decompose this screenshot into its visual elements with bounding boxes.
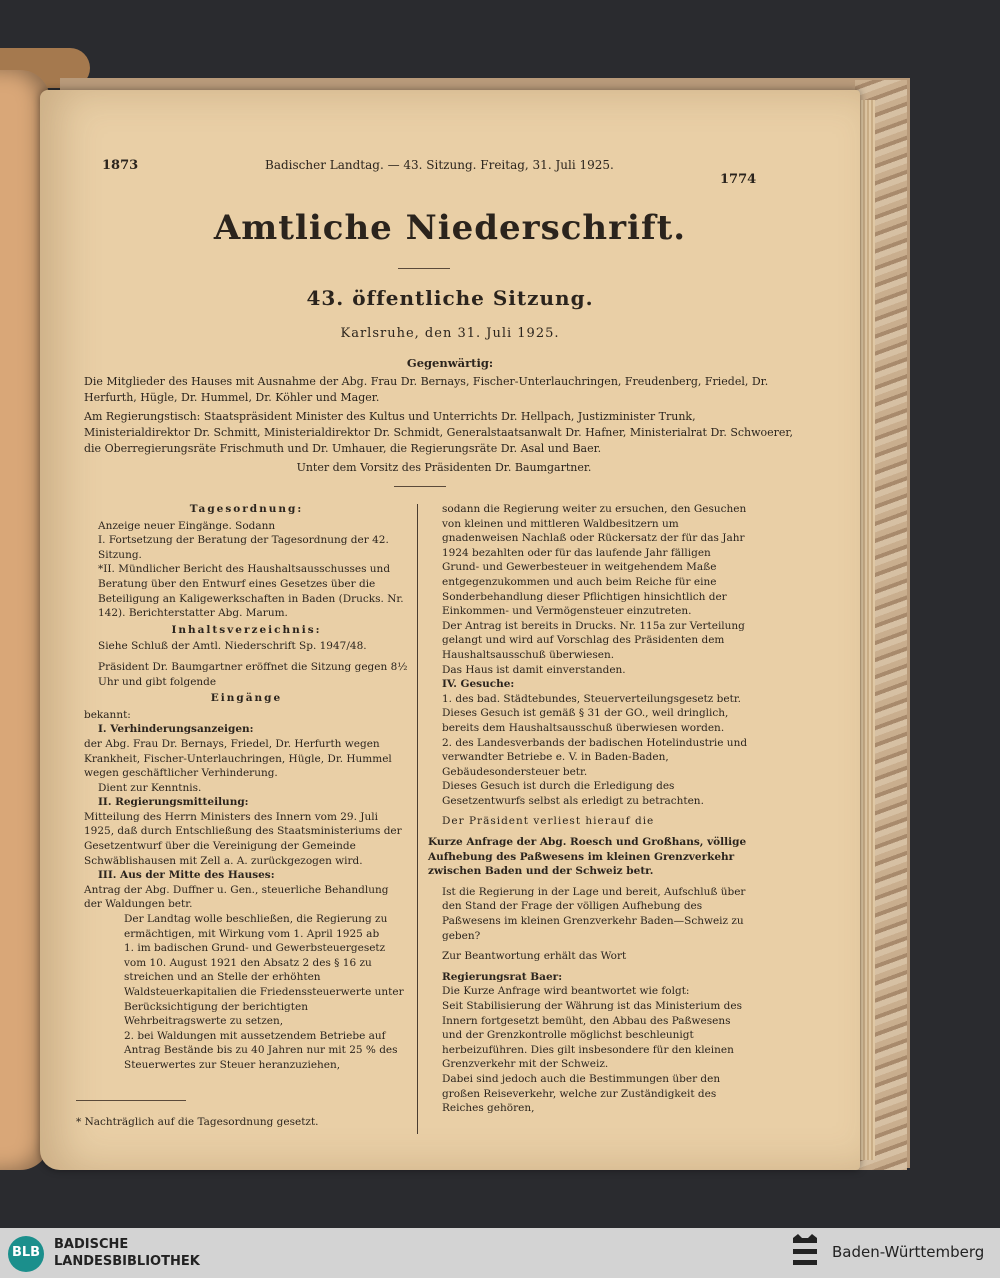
column-divider [417, 504, 418, 1134]
footnote: * Nachträglich auf die Tagesordnung gesetzt. [76, 1116, 319, 1128]
section-note: Dient zur Kenntnis. [98, 781, 202, 794]
eingaenge-heading: Eingänge [210, 692, 283, 705]
running-title: Badischer Landtag. — 43. Sitzung. Freitag, 31. Juli 1925. [265, 158, 614, 172]
petition-note: Dieses Gesuch ist durch die Erledigung des Gesetzentwurfs selbst als erledigt zu betrachten. [442, 780, 704, 807]
document-page [40, 90, 860, 1170]
page-number-right: 1774 [720, 172, 757, 187]
inquiry-heading: Kurze Anfrage der Abg. Roesch und Großhans, völlige Aufhebung des Paßwesens im kleinen Grenzverkehr zwischen Baden und der Schweiz betr. [428, 836, 747, 878]
agenda-intro: Anzeige neuer Eingänge. Sodann [98, 519, 276, 532]
divider [398, 268, 450, 269]
footer-bar [0, 1228, 1000, 1278]
petition-item: 1. des bad. Städtebundes, Steuerverteilungsgesetz betr. [442, 692, 742, 705]
present-heading: Gegenwärtig: [406, 356, 494, 370]
answer-text: Dabei sind jedoch auch die Bestimmungen über den großen Reiseverkehr, welche zur Zuständigkeit des Reiches gehören, [442, 1072, 721, 1115]
blb-logo[interactable]: BLB [8, 1236, 44, 1272]
toc-text: Siehe Schluß der Amtl. Niederschrift Sp. 1947/48. [98, 640, 367, 653]
answer-intro: Zur Beantwortung erhält das Wort [442, 950, 627, 963]
section-heading: IV. Gesuche: [442, 678, 515, 691]
chair-text: Unter dem Vorsitz des Präsidenten Dr. Baumgartner. [296, 461, 592, 474]
coat-of-arms-icon [790, 1234, 820, 1272]
petition-note: Dieses Gesuch ist gemäß § 31 der GO., weil dringlich, bereits dem Haushaltsausschuß überwiesen worden. [442, 707, 729, 734]
section-text: Mitteilung des Herrn Ministers des Innern vom 29. Juli 1925, daß durch Entschließung des Staatsministeriums der Gesetzentwurf über die Vereinigung der Gemeinde Schwäblishausen mit Zell a. A. zurückgezogen wird. [84, 810, 402, 867]
motion-item: 2. bei Waldungen mit aussetzendem Betriebe auf Antrag Bestände bis zu 40 Jahren nur mit 25 % des Steuerwertes zur Steuer heranzuziehen, [124, 1029, 398, 1071]
opening-text: Präsident Dr. Baumgartner eröffnet die Sitzung gegen 8½ Uhr und gibt folgende [98, 660, 408, 688]
answer-text: Die Kurze Anfrage wird beantwortet wie folgt: [442, 985, 690, 998]
gov-table-text: Am Regierungstisch: Staatspräsident Minister des Kultus und Unterrichts Dr. Hellpach, Justizminister Trunk, Ministerialdirektor Dr. Schmitt, Ministerialdirektor Dr. Schmidt, Generalstaatsanwalt Dr. Hafner, Ministerialrat Dr. Schwoerer, die Oberregierungsräte Frischmuth und Dr. Umhauer, die Regierungsräte Dr. Asal und Baer. [84, 410, 793, 455]
section-heading: I. Verhinderungsanzeigen: [98, 723, 254, 736]
section-text: Antrag der Abg. Duffner u. Gen., steuerliche Behandlung der Waldungen betr. [84, 883, 389, 911]
session-title: 43. öffentliche Sitzung. [306, 286, 594, 310]
left-column [84, 500, 409, 1073]
footnote-rule [76, 1100, 186, 1101]
bekannt-text: bekannt: [84, 708, 131, 721]
page-title: Amtliche Niederschrift. [213, 208, 687, 248]
paragraph: Das Haus ist damit einverstanden. [442, 663, 626, 676]
paragraph: Der Antrag ist bereits in Drucks. Nr. 115a zur Verteilung gelangt und wird auf Vorschlag des Präsidenten dem Haushaltsausschuß überwiesen. [442, 619, 745, 661]
petition-item: 2. des Landesverbands der badischen Hotelindustrie und verwandter Betriebe e. V. in Baden-Baden, Gebäudesondersteuer betr. [442, 736, 748, 778]
agenda-item: I. Fortsetzung der Beratung der Tagesordnung der 42. Sitzung. [98, 534, 389, 561]
section-text: der Abg. Frau Dr. Bernays, Friedel, Dr. Herfurth wegen Krankheit, Fischer-Unterlauchringen, Hügle, Dr. Hummel wegen geschäftlicher Verhinderung. [84, 737, 392, 780]
section-heading: III. Aus der Mitte des Hauses: [98, 869, 275, 882]
toc-heading: Inhaltsverzeichnis: [171, 623, 322, 636]
motion-text: Der Landtag wolle beschließen, die Regierung zu ermächtigen, mit Wirkung vom 1. April 1925 ab [124, 913, 388, 940]
section-heading: II. Regierungsmitteilung: [98, 796, 249, 809]
divider [394, 486, 446, 487]
agenda-heading: Tagesordnung: [189, 503, 304, 515]
place-date: Karlsruhe, den 31. Juli 1925. [340, 326, 560, 341]
blb-name[interactable]: BADISCHE LANDESBIBLIOTHEK [54, 1237, 200, 1269]
speaker-name: Regierungsrat Baer: [442, 970, 563, 983]
members-text: Die Mitglieder des Hauses mit Ausnahme der Abg. Frau Dr. Bernays, Fischer-Unterlauchringen, Freudenberg, Friedel, Dr. Herfurth, Hügle, Dr. Hummel, Dr. Köhler und Mager. [84, 375, 769, 404]
page-number-left: 1873 [102, 158, 139, 173]
bw-name[interactable]: Baden-Württemberg [832, 1243, 985, 1261]
president-text: Der Präsident verliest hierauf die [442, 815, 655, 828]
right-column [428, 502, 750, 1116]
motion-cont: sodann die Regierung weiter zu ersuchen, den Gesuchen von kleinen und mittleren Waldbesitzern um gnadenweisen Nachlaß oder Rückersatz der für das Jahr 1924 bezahlten oder für das laufende Jahr fälligen Grund- und Gewerbesteuer in weitgehendem Maße entgegenzukommen und auch beim Reiche für eine Sonderbehandlung dieser Pflichtigen hinsichtlich der Einkommen- und Vermögensteuer einzutreten. [442, 503, 747, 618]
answer-text: Seit Stabilisierung der Währung ist das Ministerium des Innern fortgesetzt bemüht, den Abbau des Paßwesens und der Grenzkontrolle möglichst beschleunigt herbeizuführen. Dies gilt insbesondere für den kleinen Grenzverkehr mit der Schweiz. [442, 1000, 742, 1071]
motion-item: 1. im badischen Grund- und Gewerbsteuergesetz vom 10. August 1921 den Absatz 2 des § 16 zu streichen und an Stelle der erhöhten Waldsteuerkapitalien die Friedenssteuerwerte unter Berücksichtigung der berichtigten Wehrbeitragswerte zu setzen, [124, 942, 404, 1028]
agenda-item: *II. Mündlicher Bericht des Haushaltsausschusses und Beratung über den Entwurf eines Gesetzes über die Beteiligung an Kaligewerkschaften in Baden (Drucks. Nr. 142). Berichterstatter Abg. Marum. [98, 563, 404, 620]
attendance-block [84, 374, 804, 479]
inquiry-text: Ist die Regierung in der Lage und bereit, Aufschluß über den Stand der Frage der völligen Aufhebung des Paßwesens im kleinen Grenzverkehr Baden—Schweiz zu geben? [442, 885, 746, 942]
